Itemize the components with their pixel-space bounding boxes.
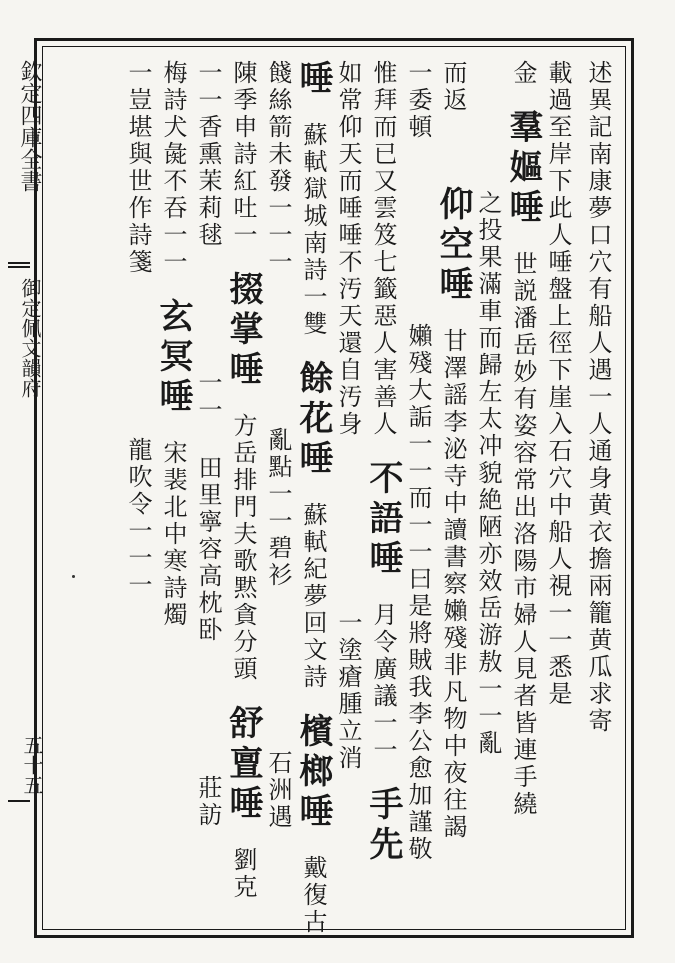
headword: 檳榔唾 bbox=[293, 713, 333, 833]
text-run: 甘澤謡李泌寺中讀書察嬾殘非凡物中夜往謁 bbox=[439, 328, 467, 841]
text-run: 戴復古 bbox=[299, 855, 327, 936]
headword: 餘花唾 bbox=[293, 360, 333, 480]
gutter-title: 欽定四庫全書 bbox=[17, 60, 42, 192]
headword: 舒亶唾 bbox=[223, 705, 263, 825]
text-run: 月令廣議一一 bbox=[369, 602, 397, 764]
headword: 唾 bbox=[293, 60, 333, 100]
text-column-3 bbox=[503, 60, 543, 818]
text-run: 餞絲箭未發一一一 bbox=[264, 60, 292, 276]
text-run: 方岳排門夫歌黙貪分頭 bbox=[229, 413, 257, 683]
text-column-13 bbox=[153, 60, 193, 629]
gutter-rule-top-2 bbox=[8, 266, 30, 268]
text-run: 蘇軾獄城南詩一雙 bbox=[299, 122, 327, 338]
text-run: 陳季申詩紅吐一 bbox=[229, 60, 257, 249]
text-column-6 bbox=[406, 60, 430, 863]
text-column-11 bbox=[223, 60, 263, 901]
text-run: 之投果滿車而歸左太冲貌絶陋亦效岳游敖一一亂 bbox=[474, 190, 502, 757]
text-column-8 bbox=[336, 60, 360, 772]
headword: 玄冥唾 bbox=[153, 298, 193, 418]
top-margin bbox=[0, 0, 675, 38]
text-run: 載過至岸下此人唾盤上徑下崖入石穴中船人視一一悉是 bbox=[544, 60, 572, 708]
text-run: 石洲遇 bbox=[264, 750, 292, 831]
text-run: 而返 bbox=[439, 60, 467, 114]
text-column-4 bbox=[476, 190, 500, 757]
headword: 仰空唾 bbox=[433, 186, 473, 306]
text-run: 一一香熏茉莉毬 bbox=[194, 60, 222, 249]
text-column-5 bbox=[433, 60, 473, 841]
text-run: 田里寧容高枕卧 bbox=[194, 455, 222, 644]
text-run: 一塗瘡腫立消 bbox=[334, 610, 362, 772]
text-run: 金 bbox=[509, 60, 537, 87]
text-column-1 bbox=[586, 60, 610, 735]
headword: 羣嫗唾 bbox=[503, 109, 543, 229]
text-run: 一一 bbox=[194, 370, 222, 424]
text-run: 嬾殘大詬一一而一一曰是將賊我李公愈加謹敬 bbox=[404, 323, 432, 863]
page-number: 五十五 bbox=[20, 735, 44, 795]
text-run: 莊訪 bbox=[194, 775, 222, 829]
text-run: 世説潘岳妙有姿容常出洛陽市婦人見者皆連手繞 bbox=[509, 251, 537, 818]
text-run: 如常仰天而唾唾不汚天還自汚身 bbox=[334, 60, 362, 438]
headword: 手先 bbox=[363, 786, 403, 866]
gutter-book bbox=[0, 278, 40, 398]
book-title: 御定佩文韻府 bbox=[18, 278, 42, 398]
gutter-rule-bottom bbox=[8, 800, 30, 802]
gutter-rule-top bbox=[8, 262, 30, 264]
text-run: 劉克 bbox=[229, 847, 257, 901]
text-column-7 bbox=[363, 60, 403, 866]
text-run: 一委頓 bbox=[404, 60, 432, 141]
text-column-12 bbox=[196, 60, 220, 829]
headword: 不語唾 bbox=[363, 460, 403, 580]
text-run: 述異記南康夢口穴有船人遇一人通身黄衣擔兩籠黄瓜求寄 bbox=[584, 60, 612, 735]
text-run: 龍吹令一一一 bbox=[124, 437, 152, 599]
text-column-9 bbox=[293, 60, 333, 936]
text-run: 一豈堪與世作詩箋 bbox=[124, 60, 152, 276]
headword: 掇掌唾 bbox=[223, 271, 263, 391]
text-run: 亂點一一碧衫 bbox=[264, 427, 292, 589]
text-run: 宋裴北中寒詩燭 bbox=[159, 440, 187, 629]
paper-speck bbox=[72, 575, 75, 578]
text-run: 梅詩犬彘不吞一一 bbox=[159, 60, 187, 276]
gutter bbox=[0, 60, 40, 192]
text-column-10 bbox=[266, 60, 290, 831]
text-column-2 bbox=[546, 60, 570, 708]
text-run: 惟拜而已又雲笈七籤惡人害善人 bbox=[369, 60, 397, 438]
text-column-14 bbox=[126, 60, 150, 599]
text-run: 蘇軾紀夢回文詩 bbox=[299, 502, 327, 691]
